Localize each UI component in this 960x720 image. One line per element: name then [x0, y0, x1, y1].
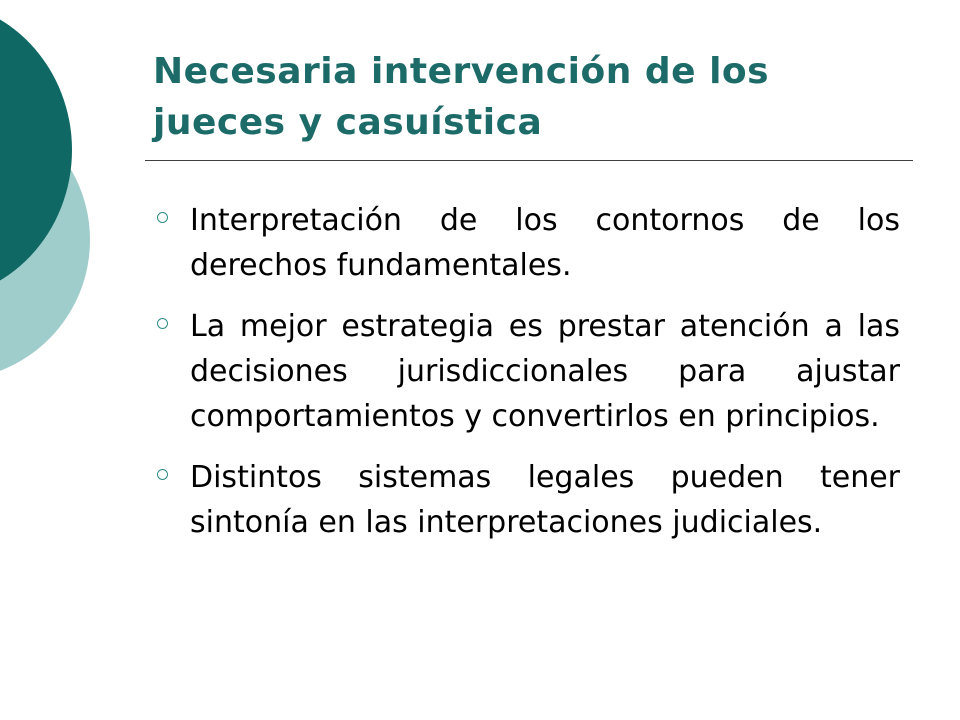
bullet-list — [155, 198, 900, 561]
bullet-text: Interpretación de los contornos de los derechos fundamentales. — [190, 203, 900, 283]
bullet-circle-icon — [157, 212, 168, 223]
decorative-circles — [0, 0, 130, 400]
bullet-text: La mejor estrategia es prestar atención a las decisiones jurisdiccionales para ajustar comportamientos y convertirlos en principios. — [190, 309, 900, 434]
title-divider — [145, 160, 913, 161]
bullet-text: Distintos sistemas legales pueden tener sintonía en las interpretaciones judiciales. — [190, 460, 900, 540]
list-item — [155, 304, 900, 439]
list-item — [155, 455, 900, 545]
slide-title: Necesaria intervención de los jueces y casuística — [153, 51, 770, 143]
bullet-circle-icon — [157, 469, 168, 480]
list-item — [155, 198, 900, 288]
bullet-circle-icon — [157, 318, 168, 329]
